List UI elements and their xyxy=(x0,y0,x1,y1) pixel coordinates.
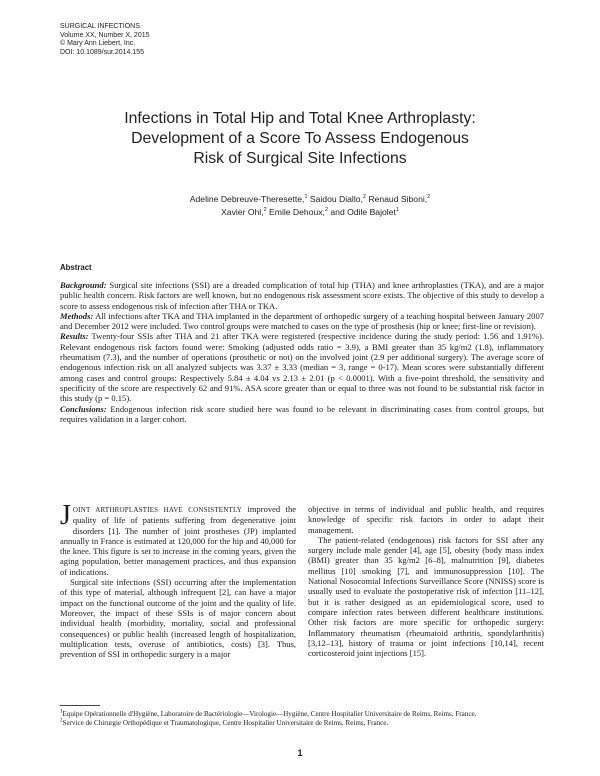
author-affiliation: 1 xyxy=(304,194,308,201)
abstract-background xyxy=(60,280,544,311)
author-affiliation: 2 xyxy=(324,206,328,213)
journal-copyright: © Mary Ann Liebert, Inc. xyxy=(60,40,136,48)
body-paragraph xyxy=(60,500,296,577)
author-list xyxy=(60,193,560,218)
author-name: Renaud Siboni, xyxy=(368,194,428,204)
author-affiliation: 1 xyxy=(395,206,399,213)
author-name: Adeline Debreuve-Theresette, xyxy=(189,194,305,204)
abstract-text: Surgical site infections (SSI) are a dreaded complication of total hip (THA) and knee arthroplasties (TKA), and are a major public health concern. Risk factors are well known, but no endogenous risk assessment score exists. The objective of this study to develop a score to assess endogenous risk of infection after THA or TKA. xyxy=(60,280,544,311)
abstract-label: Results: xyxy=(60,331,89,342)
paragraph-text: improved the quality of life of patients suffering from degenerative joint disorders [1]. The number of joint prostheses (JP) implanted annually in France is estimated at 120,000 for the hip and 40,000 for the knee. This figure is set to increase in the coming years, given the aging population, better management practices, and thus expansion of indications. xyxy=(60,504,296,577)
drop-cap: J xyxy=(60,500,71,531)
author-name: and Odile Bajolet xyxy=(330,206,396,217)
abstract-text: Endogenous infection risk score studied here was found to be relevant in discriminating cases from control groups, but requires validation in a larger cohort. xyxy=(60,403,544,424)
body-column-left xyxy=(60,500,296,660)
body-column-right xyxy=(308,504,544,658)
abstract-results xyxy=(60,331,544,403)
abstract-methods xyxy=(60,311,544,332)
abstract xyxy=(60,280,544,424)
footnotes xyxy=(60,710,544,728)
footnote xyxy=(60,719,544,728)
author-affiliation: 2 xyxy=(427,194,431,201)
abstract-text: All infections after TKA and THA implanted in the department of orthopedic surgery of a teaching hospital between January 2007 and December 2012 were included. Two control groups were matched to cases on the type of prosthesis (hip or knee; first-line or revision). xyxy=(60,310,544,332)
author-name: Saidou Diallo, xyxy=(309,194,363,204)
footnote-mark: 1 xyxy=(60,709,63,715)
abstract-label: Methods: xyxy=(60,310,94,321)
abstract-label: Conclusions: xyxy=(60,403,107,414)
page-number: 1 xyxy=(297,748,303,758)
author-name: Xavier Ohl, xyxy=(221,206,264,217)
footnote-text: Equipe Opérationnelle d'Hygiène, Laboratoire de Bactériologie—Virologie—Hygiène, Centre Hospitalier Universitaire de Reims, Reims, France. xyxy=(62,710,477,718)
article-title xyxy=(40,109,560,169)
title-line: Risk of Surgical Site Infections xyxy=(193,150,407,167)
footnote-mark: 2 xyxy=(60,718,63,724)
body-paragraph: Surgical site infections (SSI) occurring after the implementation of this type of material, although infrequent [2], can have a major impact on the functional outcome of the joint and the quality of life. Moreover, the impact of these SSIs is of major concern about individual health (morbidity, mortality, social and professional consequences) or public health (increased length of hospitalization, multiplication tests, overuse of antibiotics, costs) [3]. Thus, prevention of SSI in orthopedic surgery is a major xyxy=(60,577,296,660)
title-line: Infections in Total Hip and Total Knee Arthroplasty: xyxy=(124,110,476,127)
author-affiliation: 2 xyxy=(263,206,267,213)
author-line xyxy=(60,193,560,206)
journal-name: SURGICAL INFECTIONS xyxy=(60,23,140,30)
abstract-text: Twenty-four SSIs after THA and 21 after TKA were registered (respective incidence during the study period: 1.56 and 1.91%). Relevant endogenous risk factors found were: Smoking (adjusted odds ratio = 3.9), a BMI greater than 35 kg/m2 (1.8), inflammatory rheumatism (7.3), and the number of operations (prosthetic or not) on the involved joint (2.9 per additional surgery). The average score of endogenous infection risk on all analyzed subjects was 3.37 ± 3.33 (median = 3, range = 0-17). Mean scores were substantially different among cases and control groups: Respectively 5.84 ± 4.04 vs 2.13 ± 2.01 (p < 0.0001). With a five-point threshold, the sensitivity and specificity of the score are respectively 62 and 91%. ASA score greater than or equal to three was not found to be substantial risk factor in this study (p = 0.15). xyxy=(60,331,544,404)
journal-header xyxy=(60,23,150,57)
author-line xyxy=(60,206,560,219)
footnote-text: Service de Chirurgie Orthopédique et Traumatologique, Centre Hospitalier Universitaire de Reims, Reims, France. xyxy=(62,719,389,727)
author-name: Emile Dehoux, xyxy=(269,206,325,217)
abstract-conclusions xyxy=(60,404,544,425)
body-paragraph: objective in terms of individual and public health, and requires knowledge of specific risk factors in order to adapt their management. xyxy=(308,504,544,535)
journal-doi: DOI: 10.1089/sur.2014.155 xyxy=(60,48,145,56)
journal-volume: Volume XX, Number X, 2015 xyxy=(60,31,150,39)
footnote-divider xyxy=(60,705,100,706)
body-paragraph: The patient-related (endogenous) risk factors for SSI after any surgery include male gender [4], age [5], obesity (body mass index (BMI) greater than 35 kg/m2 [6–8], malnutrition [9], diabetes mellitus [10] smoking [7], and immunosuppression [10]. The National Nosocomial Infections Surveillance Score (NNISS) score is usually used to evaluate the postoperative risk of infection [11–12], but it is rather designed as an epidemiological score, used to compare infection rates between different healthcare institutions. Other risk factors are more specific for orthopedic surgery: Inflammatory rheumatism (rheumatoid arthritis, spondylarthritis) [3,12–13], history of trauma or joint infections [10,14], recent corticosteroid joint injections [15]. xyxy=(308,534,544,659)
title-line: Development of a Score To Assess Endogenous xyxy=(131,130,469,147)
abstract-label: Background: xyxy=(60,280,107,290)
author-affiliation: 2 xyxy=(362,194,366,201)
abstract-heading: Abstract xyxy=(60,263,92,272)
footnote xyxy=(60,710,544,719)
lead-in: OINT ARTHROPLASTIES HAVE CONSISTENTLY xyxy=(72,506,243,514)
